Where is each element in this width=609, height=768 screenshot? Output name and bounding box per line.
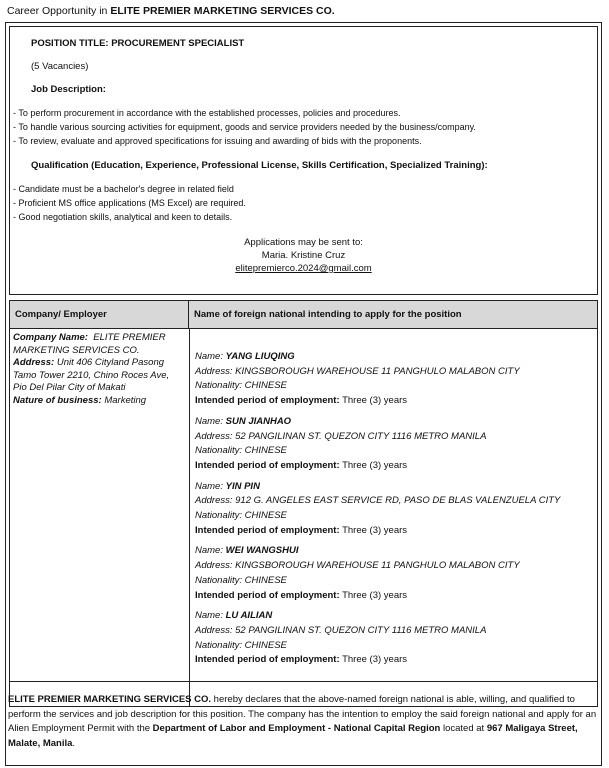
national-name: YANG LIUQING: [225, 351, 295, 362]
name-label: Name:: [195, 480, 226, 492]
list-item: [195, 350, 595, 409]
period-value: Three (3) years: [342, 459, 408, 471]
footer-company: ELITE PREMIER MARKETING SERVICES CO.: [8, 694, 212, 705]
position-title: POSITION TITLE: PROCUREMENT SPECIALIST: [31, 38, 245, 49]
business-value: Marketing: [104, 394, 147, 406]
company-name-value: ELITE PREMIER MARKETING SERVICES CO.: [13, 332, 166, 356]
company-address-value: Unit 406 Cityland Pasong Tamo Tower 2210, Chino Roces Ave, Pio Del Pilar City of Makati: [13, 357, 170, 393]
national-name: WEI WANGSHUI: [225, 545, 299, 557]
list-item: [195, 544, 595, 603]
list-item: - To review, evaluate and approved specifications for issuing and awarding of bids with the proponents.: [13, 136, 422, 146]
national-address: Address: KINGSBOROUGH WAREHOUSE 11 PANGHULO MALABON CITY: [195, 365, 520, 377]
national-nationality: Nationality: CHINESE: [195, 380, 287, 392]
footer-end: .: [72, 737, 76, 749]
list-item: - Candidate must be a bachelor's degree in related field: [13, 184, 234, 194]
posting-header: [5, 4, 603, 20]
national-address: Address: KINGSBOROUGH WAREHOUSE 11 PANGHULO MALABON CITY: [195, 560, 520, 572]
declaration-footer: [8, 693, 600, 751]
period-label: Intended period of employment:: [195, 459, 340, 471]
posting-frame: [5, 22, 602, 766]
list-item: - To perform procurement in accordance with the established processes, policies and procedures.: [13, 108, 401, 118]
period-label: Intended period of employment:: [195, 589, 340, 601]
name-label: Name:: [195, 545, 226, 557]
header-prefix: Career Opportunity in: [7, 5, 111, 17]
national-nationality: Nationality: CHINESE: [195, 574, 287, 586]
list-item: [195, 480, 595, 539]
company-address-label: Address:: [13, 357, 55, 368]
business-label: Nature of business:: [13, 394, 102, 406]
footer-address: 967 Maligaya Street, Malate, Manila: [8, 723, 578, 749]
column-divider: [189, 329, 190, 706]
company-info: [13, 332, 185, 407]
period-value: Three (3) years: [342, 589, 408, 601]
name-label: Name:: [195, 415, 226, 427]
list-item: - To handle various sourcing activities for equipment, goods and service providers needed by the business/company.: [13, 122, 476, 132]
name-label: Name:: [195, 351, 226, 362]
row-divider: [10, 681, 597, 682]
list-item: - Good negotiation skills, analytical and keen to details.: [13, 212, 233, 222]
footer-text-2: located at: [440, 723, 487, 734]
job-description-heading: Job Description:: [31, 84, 106, 95]
list-item: - Proficient MS office applications (MS Excel) are required.: [13, 198, 246, 208]
period-label: Intended period of employment:: [195, 654, 340, 666]
name-label: Name:: [195, 610, 226, 622]
qualification-heading: Qualification (Education, Experience, Professional License, Skills Certification, Specialized Training):: [31, 160, 488, 171]
footer-text-1: hereby declares that the above-named foreign national is able, willing, and qualified to perform the services and job description for this position. The company has the intention to employ the said foreign national and apply for an Alien Employment Permit with the: [8, 694, 597, 734]
period-value: Three (3) years: [342, 654, 408, 666]
list-item: [195, 415, 595, 474]
national-name: SUN JIANHAO: [225, 415, 292, 427]
national-nationality: Nationality: CHINESE: [195, 445, 287, 457]
job-posting: [5, 4, 603, 764]
foreign-nationals-list: [195, 350, 595, 674]
column-header-foreign-national: Name of foreign national intending to apply for the position: [189, 301, 597, 329]
column-header-employer: Company/ Employer: [10, 301, 189, 329]
qualification-list: [13, 182, 246, 224]
header-company: ELITE PREMIER MARKETING SERVICES CO.: [110, 5, 335, 17]
period-value: Three (3) years: [342, 395, 408, 407]
footer-department: Department of Labor and Employment - National Capital Region: [152, 723, 441, 734]
job-description-list: [13, 106, 476, 148]
contact-name: Maria. Kristine Cruz: [261, 250, 346, 261]
list-item: [195, 609, 595, 668]
period-label: Intended period of employment:: [195, 524, 340, 536]
national-nationality: Nationality: CHINESE: [195, 510, 287, 522]
period-value: Three (3) years: [342, 524, 408, 536]
contact-intro: Applications may be sent to:: [244, 237, 363, 248]
vacancies: (5 Vacancies): [31, 61, 89, 72]
national-address: Address: 52 PANGILINAN ST. QUEZON CITY 1116 METRO MANILA: [195, 624, 487, 636]
contact-email-link[interactable]: elitepremierco.2024@gmail.com: [235, 263, 372, 274]
employer-table: [9, 300, 598, 707]
application-contact: [10, 236, 597, 275]
national-nationality: Nationality: CHINESE: [195, 639, 287, 651]
national-name: LU AILIAN: [225, 610, 273, 622]
company-name-label: Company Name:: [13, 332, 88, 343]
national-address: Address: 912 G. ANGELES EAST SERVICE RD, PASO DE BLAS VALENZUELA CITY: [195, 495, 561, 507]
period-label: Intended period of employment:: [195, 395, 340, 407]
job-details-box: [9, 26, 598, 295]
national-name: YIN PIN: [225, 480, 260, 492]
national-address: Address: 52 PANGILINAN ST. QUEZON CITY 1116 METRO MANILA: [195, 430, 487, 442]
